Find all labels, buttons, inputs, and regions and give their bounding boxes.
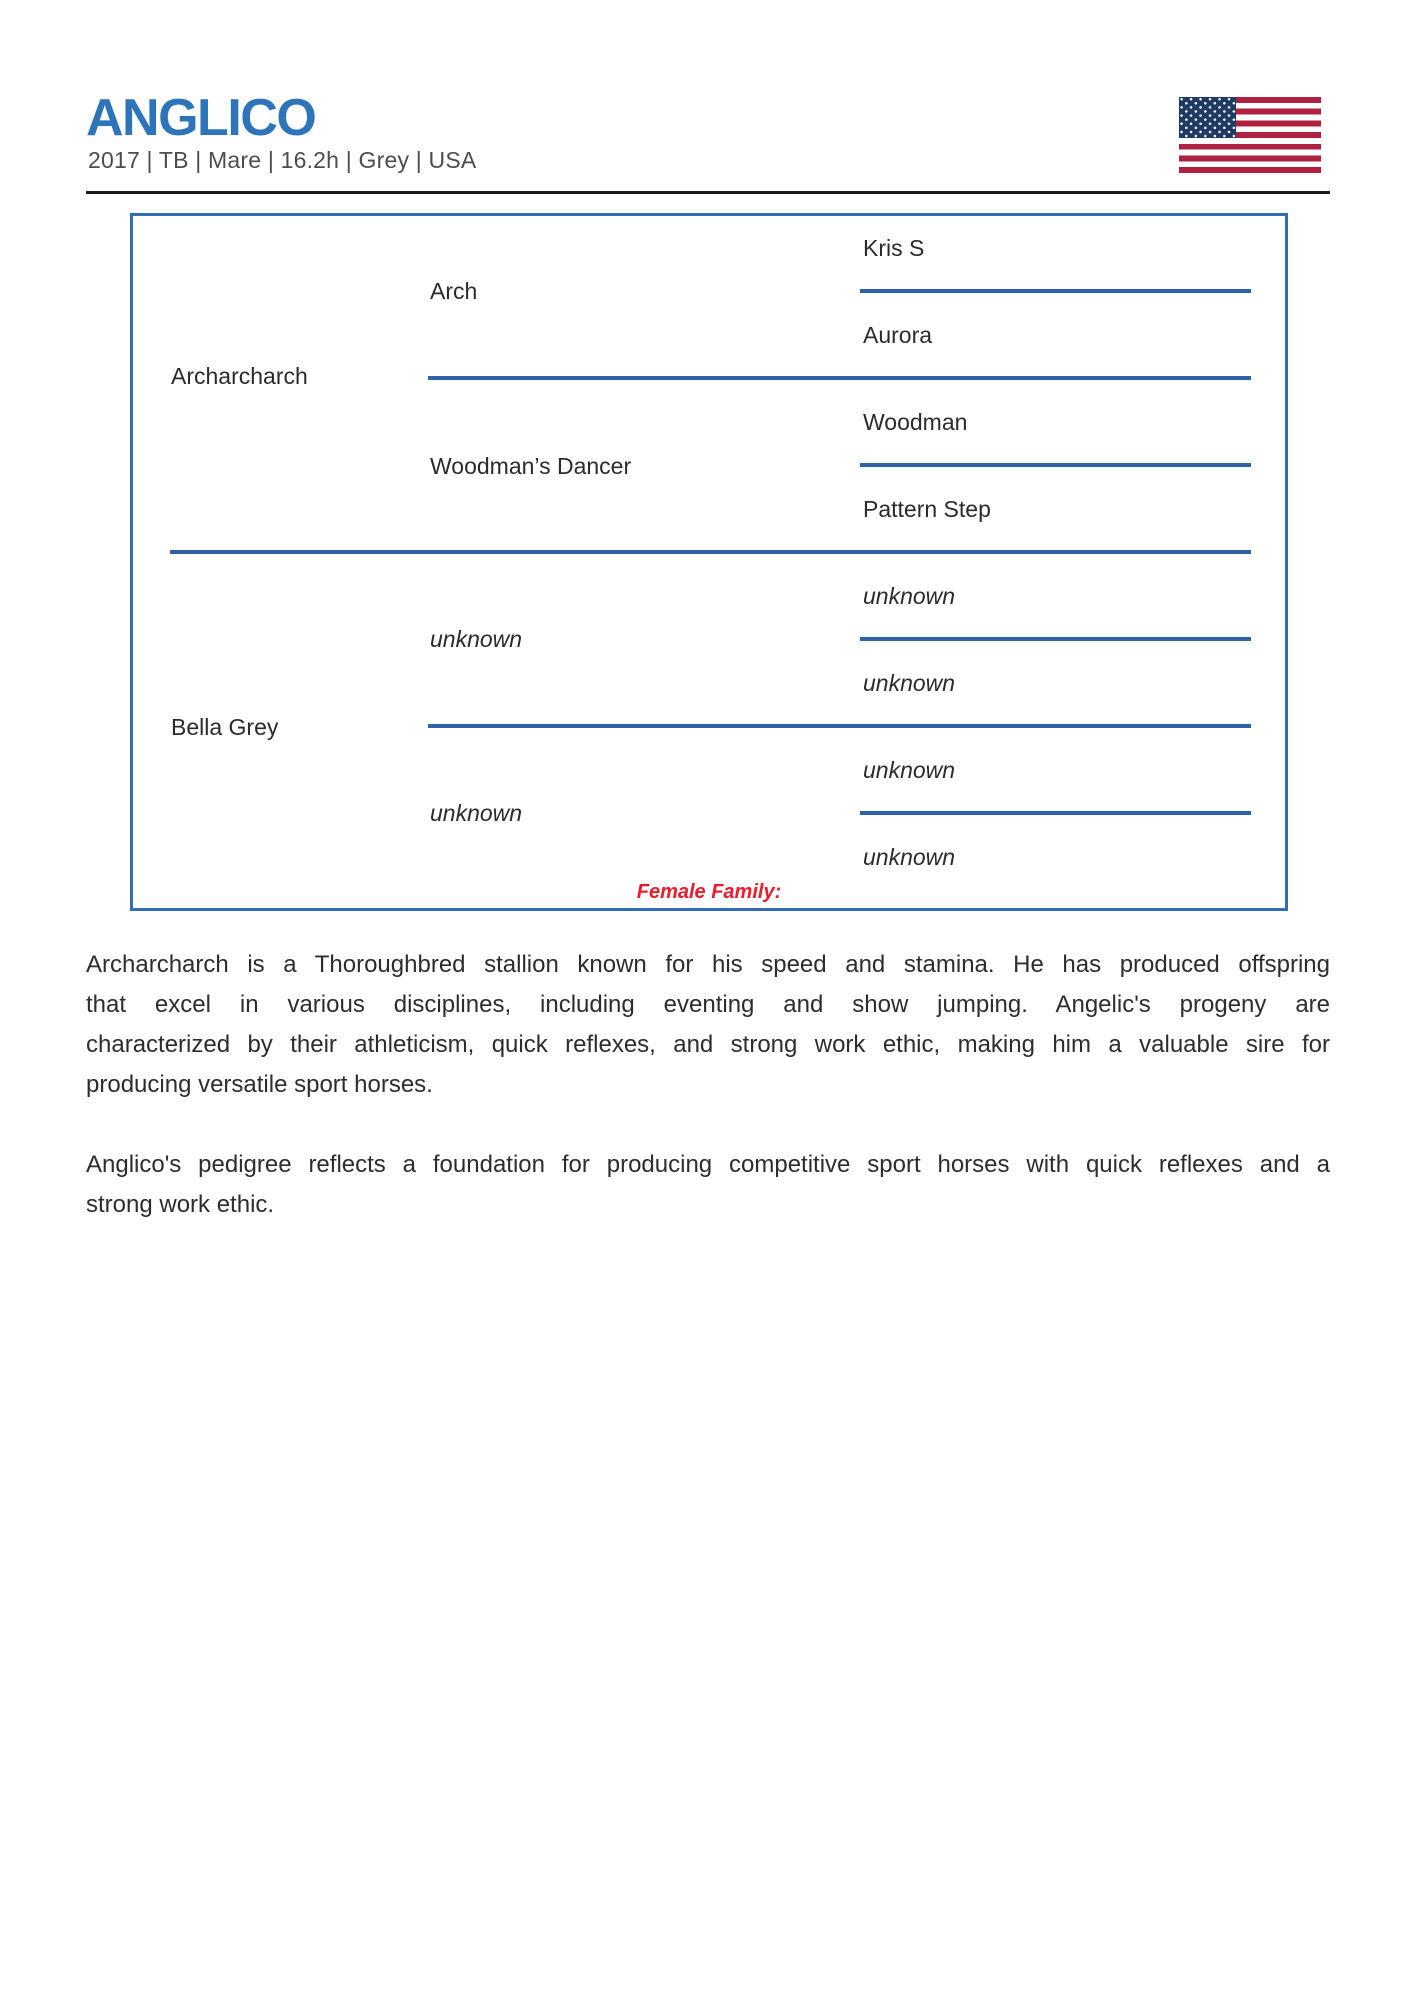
- paragraph-line: characterized by their athleticism, quick reflexes, and strong work ethic, making him a valuable sire for: [86, 1031, 1330, 1058]
- usa-flag-icon: [1179, 97, 1321, 173]
- pedigree-divider-line: [860, 463, 1251, 467]
- female-family-label: Female Family:: [636, 881, 782, 903]
- pedigree-gen3-name-7: unknown: [863, 757, 956, 783]
- pedigree-divider-line: [428, 376, 1251, 380]
- pedigree-dam-sire-name: unknown: [430, 626, 523, 652]
- paragraph-line: strong work ethic.: [86, 1191, 275, 1218]
- paragraph-line: that excel in various disciplines, including eventing and show jumping. Angelic's progeny are: [86, 991, 1330, 1018]
- pedigree-divider-line: [860, 811, 1251, 815]
- header-divider-rule: [86, 191, 1330, 194]
- horse-details-subtitle: 2017 | TB | Mare | 16.2h | Grey | USA: [88, 147, 477, 173]
- horse-name-title: ANGLICO: [86, 89, 316, 147]
- pedigree-sire-name: Archarcharch: [171, 363, 308, 389]
- pedigree-gen3-name-5: unknown: [863, 583, 956, 609]
- pedigree-gen3-name-8: unknown: [863, 844, 956, 870]
- pedigree-gen3-name-6: unknown: [863, 670, 956, 696]
- pedigree-dam-name: Bella Grey: [171, 714, 279, 740]
- pedigree-divider-line: [170, 550, 1251, 554]
- pedigree-gen3-name-2: Aurora: [863, 322, 933, 348]
- description-paragraph-1: [86, 945, 1330, 1105]
- usa-flag-canton-stars: [1179, 97, 1236, 138]
- pedigree-divider-line: [860, 637, 1251, 641]
- pedigree-sire-sire-name: Arch: [430, 278, 478, 304]
- paragraph-line: producing versatile sport horses.: [86, 1071, 433, 1098]
- pedigree-gen3-name-4: Pattern Step: [863, 496, 991, 522]
- description-paragraph-2: [86, 1145, 1330, 1225]
- pedigree-divider-line: [860, 289, 1251, 293]
- paragraph-line: Anglico's pedigree reflects a foundation for producing competitive sport horses with quick reflexes and a: [86, 1151, 1330, 1178]
- pedigree-gen3-name-1: Kris S: [863, 235, 925, 261]
- pedigree-dam-dam-name: unknown: [430, 800, 523, 826]
- paragraph-line: Archarcharch is a Thoroughbred stallion known for his speed and stamina. He has produced offspring: [86, 951, 1330, 978]
- pedigree-sire-dam-name: Woodman’s Dancer: [430, 453, 632, 479]
- pedigree-chart-box: [130, 213, 1288, 911]
- pedigree-divider-line: [428, 724, 1251, 728]
- pedigree-gen3-name-3: Woodman: [863, 409, 968, 435]
